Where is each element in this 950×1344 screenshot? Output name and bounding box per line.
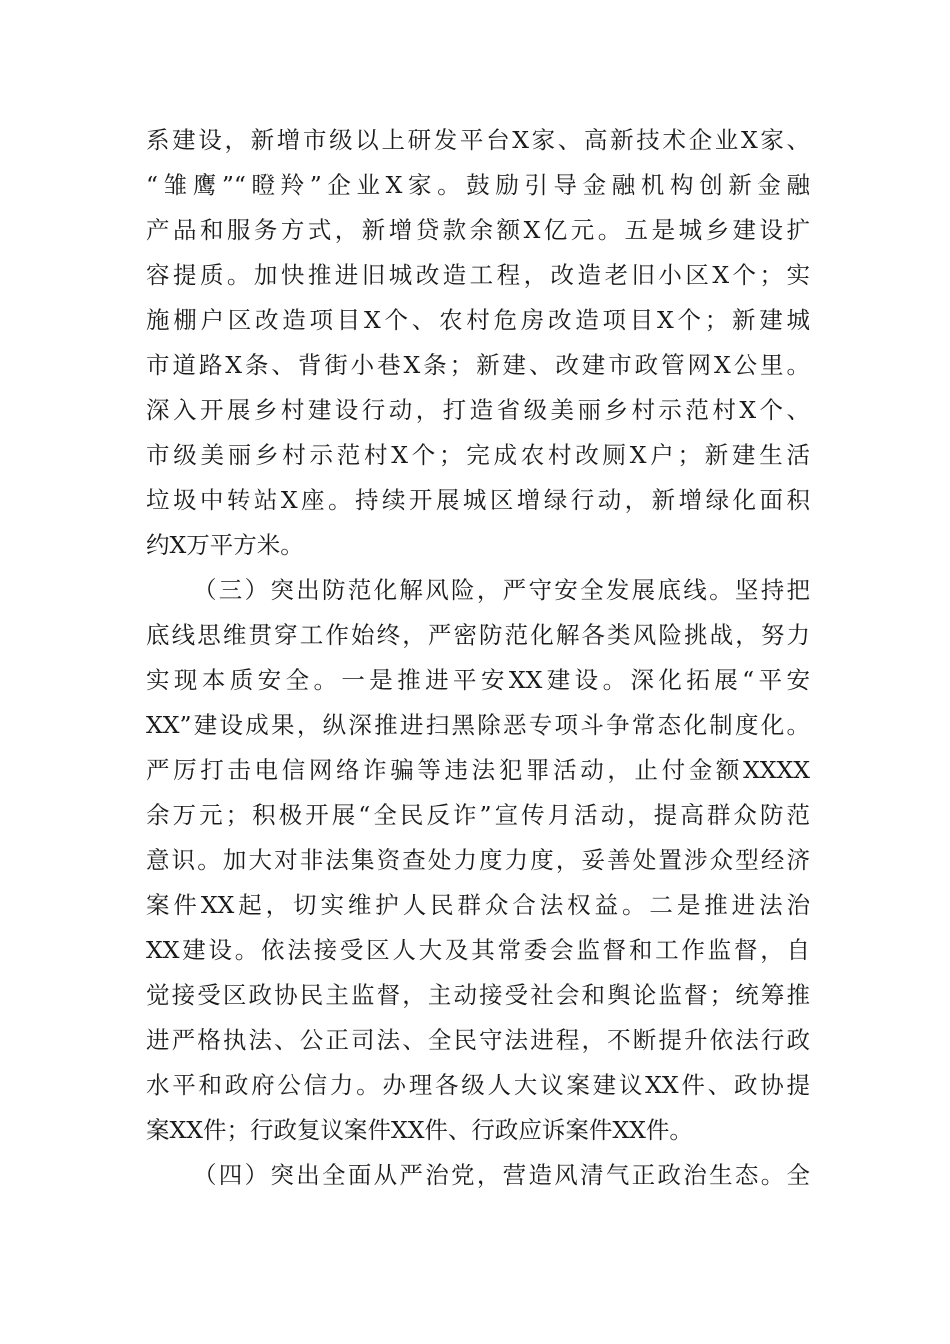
- text-line: 底线思维贯穿工作始终，严密防范化解各类风险挑战，努力: [146, 621, 810, 649]
- text-line: 严厉打击电信网络诈骗等违法犯罪活动，止付金额XXXX: [146, 756, 810, 784]
- text-line: XX”建设成果，纵深推进扫黑除恶专项斗争常态化制度化。: [146, 711, 810, 739]
- text-line: 垃圾中转站X座。持续开展城区增绿行动，新增绿化面积: [146, 486, 810, 514]
- text-line: 案XX件；行政复议案件XX件、行政应诉案件XX件。: [146, 1116, 693, 1144]
- document-body: [146, 118, 810, 1198]
- text-line: 案件XX起，切实维护人民群众合法权益。二是推进法治: [146, 891, 810, 919]
- text-line: 市道路X条、背街小巷X条；新建、改建市政管网X公里。: [146, 351, 810, 379]
- text-line: 市级美丽乡村示范村X个；完成农村改厕X户；新建生活: [146, 441, 810, 469]
- text-line: 意识。加大对非法集资查处力度力度，妥善处置涉众型经济: [146, 846, 810, 874]
- text-line: 施棚户区改造项目X个、农村危房改造项目X个；新建城: [146, 306, 810, 334]
- text-line: 觉接受区政协民主监督，主动接受社会和舆论监督；统筹推: [146, 981, 810, 1009]
- text-line: 系建设，新增市级以上研发平台X家、高新技术企业X家、: [146, 126, 810, 154]
- text-line: （三）突出防范化解风险，严守安全发展底线。坚持把: [193, 576, 810, 604]
- text-line: 容提质。加快推进旧城改造工程，改造老旧小区X个；实: [146, 261, 810, 289]
- text-line: 产品和服务方式，新增贷款余额X亿元。五是城乡建设扩: [146, 216, 810, 244]
- text-line: （四）突出全面从严治党，营造风清气正政治生态。全: [193, 1161, 810, 1189]
- text-line: 实现本质安全。一是推进平安XX建设。深化拓展“平安: [146, 666, 810, 694]
- text-line: XX建设。依法接受区人大及其常委会监督和工作监督，自: [146, 936, 810, 964]
- text-line: 深入开展乡村建设行动，打造省级美丽乡村示范村X个、: [146, 396, 810, 424]
- text-line: “雏鹰”“瞪羚”企业X家。鼓励引导金融机构创新金融: [146, 171, 810, 199]
- text-line: 约X万平方米。: [146, 531, 304, 559]
- text-line: 水平和政府公信力。办理各级人大议案建议XX件、政协提: [146, 1071, 810, 1099]
- text-line: 余万元；积极开展“全民反诈”宣传月活动，提高群众防范: [146, 801, 810, 829]
- text-line: 进严格执法、公正司法、全民守法进程，不断提升依法行政: [146, 1026, 810, 1054]
